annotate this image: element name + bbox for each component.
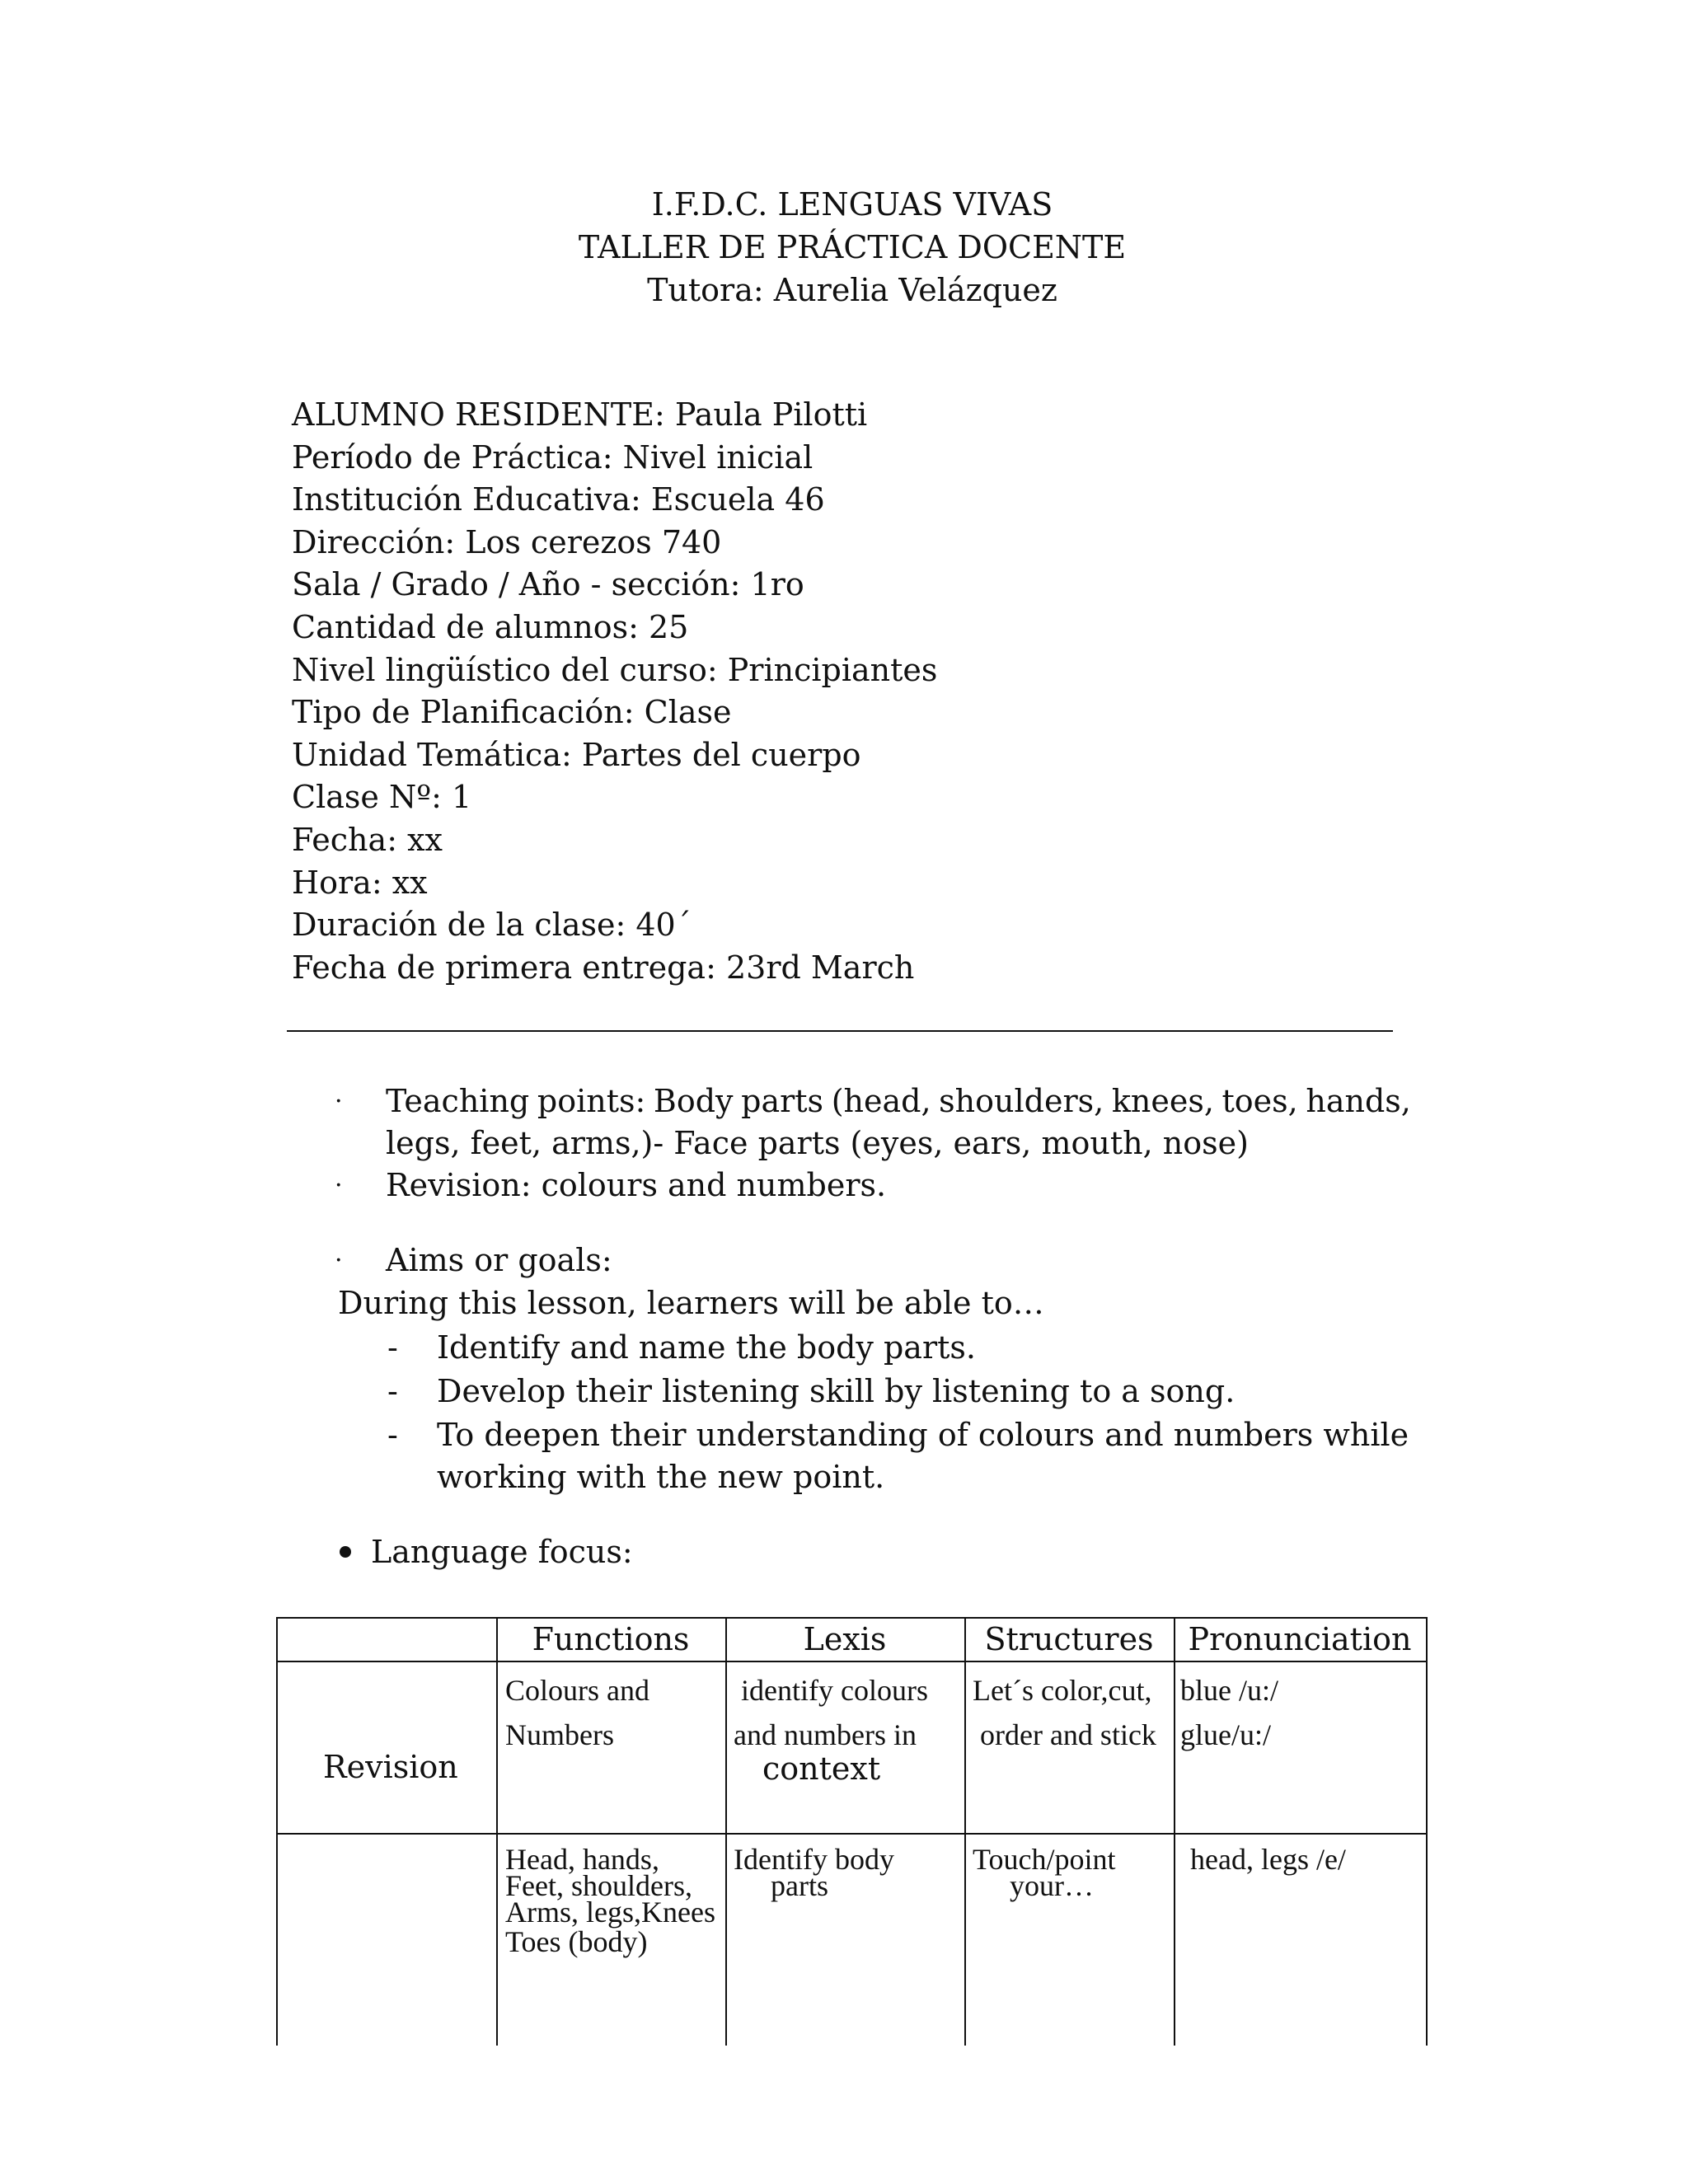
tutor-line: Tutora: Aurelia Velázquez	[647, 272, 1057, 308]
cell-pronunciation: head, legs /e/	[1183, 1843, 1346, 1876]
section-divider	[287, 1030, 1393, 1032]
word: hands,	[1306, 1083, 1411, 1119]
aim-item: Develop their listening skill by listening to a song.	[437, 1373, 1236, 1409]
table-border	[276, 1661, 1428, 1662]
info-line: Fecha: xx	[292, 821, 443, 858]
student-info	[292, 394, 1446, 989]
header-structures: Structures	[984, 1621, 1154, 1657]
aims-intro: During this lesson, learners will be able to…	[338, 1285, 1044, 1321]
header-lexis: Lexis	[803, 1621, 887, 1657]
table-border	[496, 1617, 498, 2046]
word: Teaching	[386, 1083, 530, 1119]
header-functions: Functions	[532, 1621, 690, 1657]
cell-lexis: and numbers in	[734, 1718, 917, 1751]
teaching-points-line2: legs, feet, arms,)- Face parts (eyes, ears, mouth, nose)	[386, 1125, 1249, 1161]
cell-lexis: Identify body	[734, 1843, 894, 1876]
info-line: Clase Nº: 1	[292, 779, 472, 816]
document-header	[0, 183, 1688, 312]
teaching-points-line1	[386, 1080, 1411, 1122]
word: parts	[741, 1083, 824, 1119]
table-border	[276, 1833, 1428, 1835]
dash-marker: -	[387, 1329, 398, 1366]
language-focus-label: Language focus:	[371, 1534, 633, 1570]
aim-item: To deepen their understanding of colours and numbers while	[437, 1417, 1409, 1453]
table-border	[276, 1617, 278, 2046]
info-line: Institución Educativa: Escuela 46	[292, 481, 825, 518]
info-line: Período de Práctica: Nivel inicial	[292, 438, 814, 476]
bullet-dot: ·	[335, 1246, 343, 1275]
word: (head,	[831, 1083, 931, 1119]
cell-lexis: parts	[734, 1869, 828, 1902]
cell-functions: Toes (body)	[505, 1925, 648, 1958]
aim-item: Identify and name the body parts.	[437, 1329, 976, 1366]
info-line: Fecha de primera entrega: 23rd March	[292, 949, 915, 986]
word: Body	[653, 1083, 734, 1119]
cell-structures: your…	[973, 1869, 1094, 1902]
institution-title: I.F.D.C. LENGUAS VIVAS	[651, 186, 1053, 223]
table-border	[725, 1617, 727, 2046]
bullet-dot: ·	[335, 1171, 343, 1200]
info-line: Sala / Grado / Año - sección: 1ro	[292, 566, 804, 603]
word: shoulders,	[939, 1083, 1104, 1119]
dash-marker: -	[387, 1417, 398, 1453]
aim-item-continued: working with the new point.	[437, 1459, 885, 1495]
info-line: Dirección: Los cerezos 740	[292, 523, 722, 560]
cell-functions: Numbers	[505, 1718, 614, 1751]
info-line: ALUMNO RESIDENTE: Paula Pilotti	[292, 396, 868, 433]
cell-structures: Let´s color,cut,	[973, 1674, 1152, 1707]
cell-lexis: identify colours	[734, 1674, 928, 1707]
workshop-title: TALLER DE PRÁCTICA DOCENTE	[578, 229, 1127, 265]
info-line: Duración de la clase: 40´	[292, 907, 692, 944]
dash-marker: -	[387, 1373, 398, 1409]
table-border	[276, 1617, 1428, 1619]
info-line: Cantidad de alumnos: 25	[292, 608, 689, 645]
word: toes,	[1221, 1083, 1298, 1119]
word: points:	[537, 1083, 646, 1119]
aims-label: Aims or goals:	[386, 1242, 612, 1278]
cell-structures: Touch/point	[973, 1843, 1116, 1876]
cell-functions: Colours and	[505, 1674, 649, 1707]
cell-lexis: context	[762, 1750, 881, 1787]
bullet-dot	[340, 1546, 351, 1558]
cell-functions: Head, hands,	[505, 1843, 659, 1876]
cell-functions: Arms, legs,Knees	[505, 1896, 715, 1929]
bullet-dot: ·	[335, 1087, 343, 1116]
row-label-revision: Revision	[323, 1749, 458, 1785]
cell-functions: Feet, shoulders,	[505, 1869, 692, 1902]
info-line: Tipo de Planificación: Clase	[292, 694, 732, 731]
table-border	[1174, 1617, 1175, 2046]
revision-line: Revision: colours and numbers.	[386, 1167, 887, 1203]
table-border	[1426, 1617, 1428, 2046]
table-border	[964, 1617, 966, 2046]
info-line: Hora: xx	[292, 864, 428, 901]
info-line: Nivel lingüístico del curso: Principiantes	[292, 651, 938, 688]
teaching-points	[386, 1080, 1411, 1165]
header-pronunciation: Pronunciation	[1188, 1621, 1412, 1657]
info-line: Unidad Temática: Partes del cuerpo	[292, 736, 861, 773]
cell-pronunciation: glue/u:/	[1180, 1718, 1271, 1751]
word: knees,	[1111, 1083, 1214, 1119]
cell-pronunciation: blue /u:/	[1180, 1674, 1278, 1707]
cell-structures: order and stick	[973, 1718, 1156, 1751]
language-focus-table	[276, 1617, 1428, 2046]
